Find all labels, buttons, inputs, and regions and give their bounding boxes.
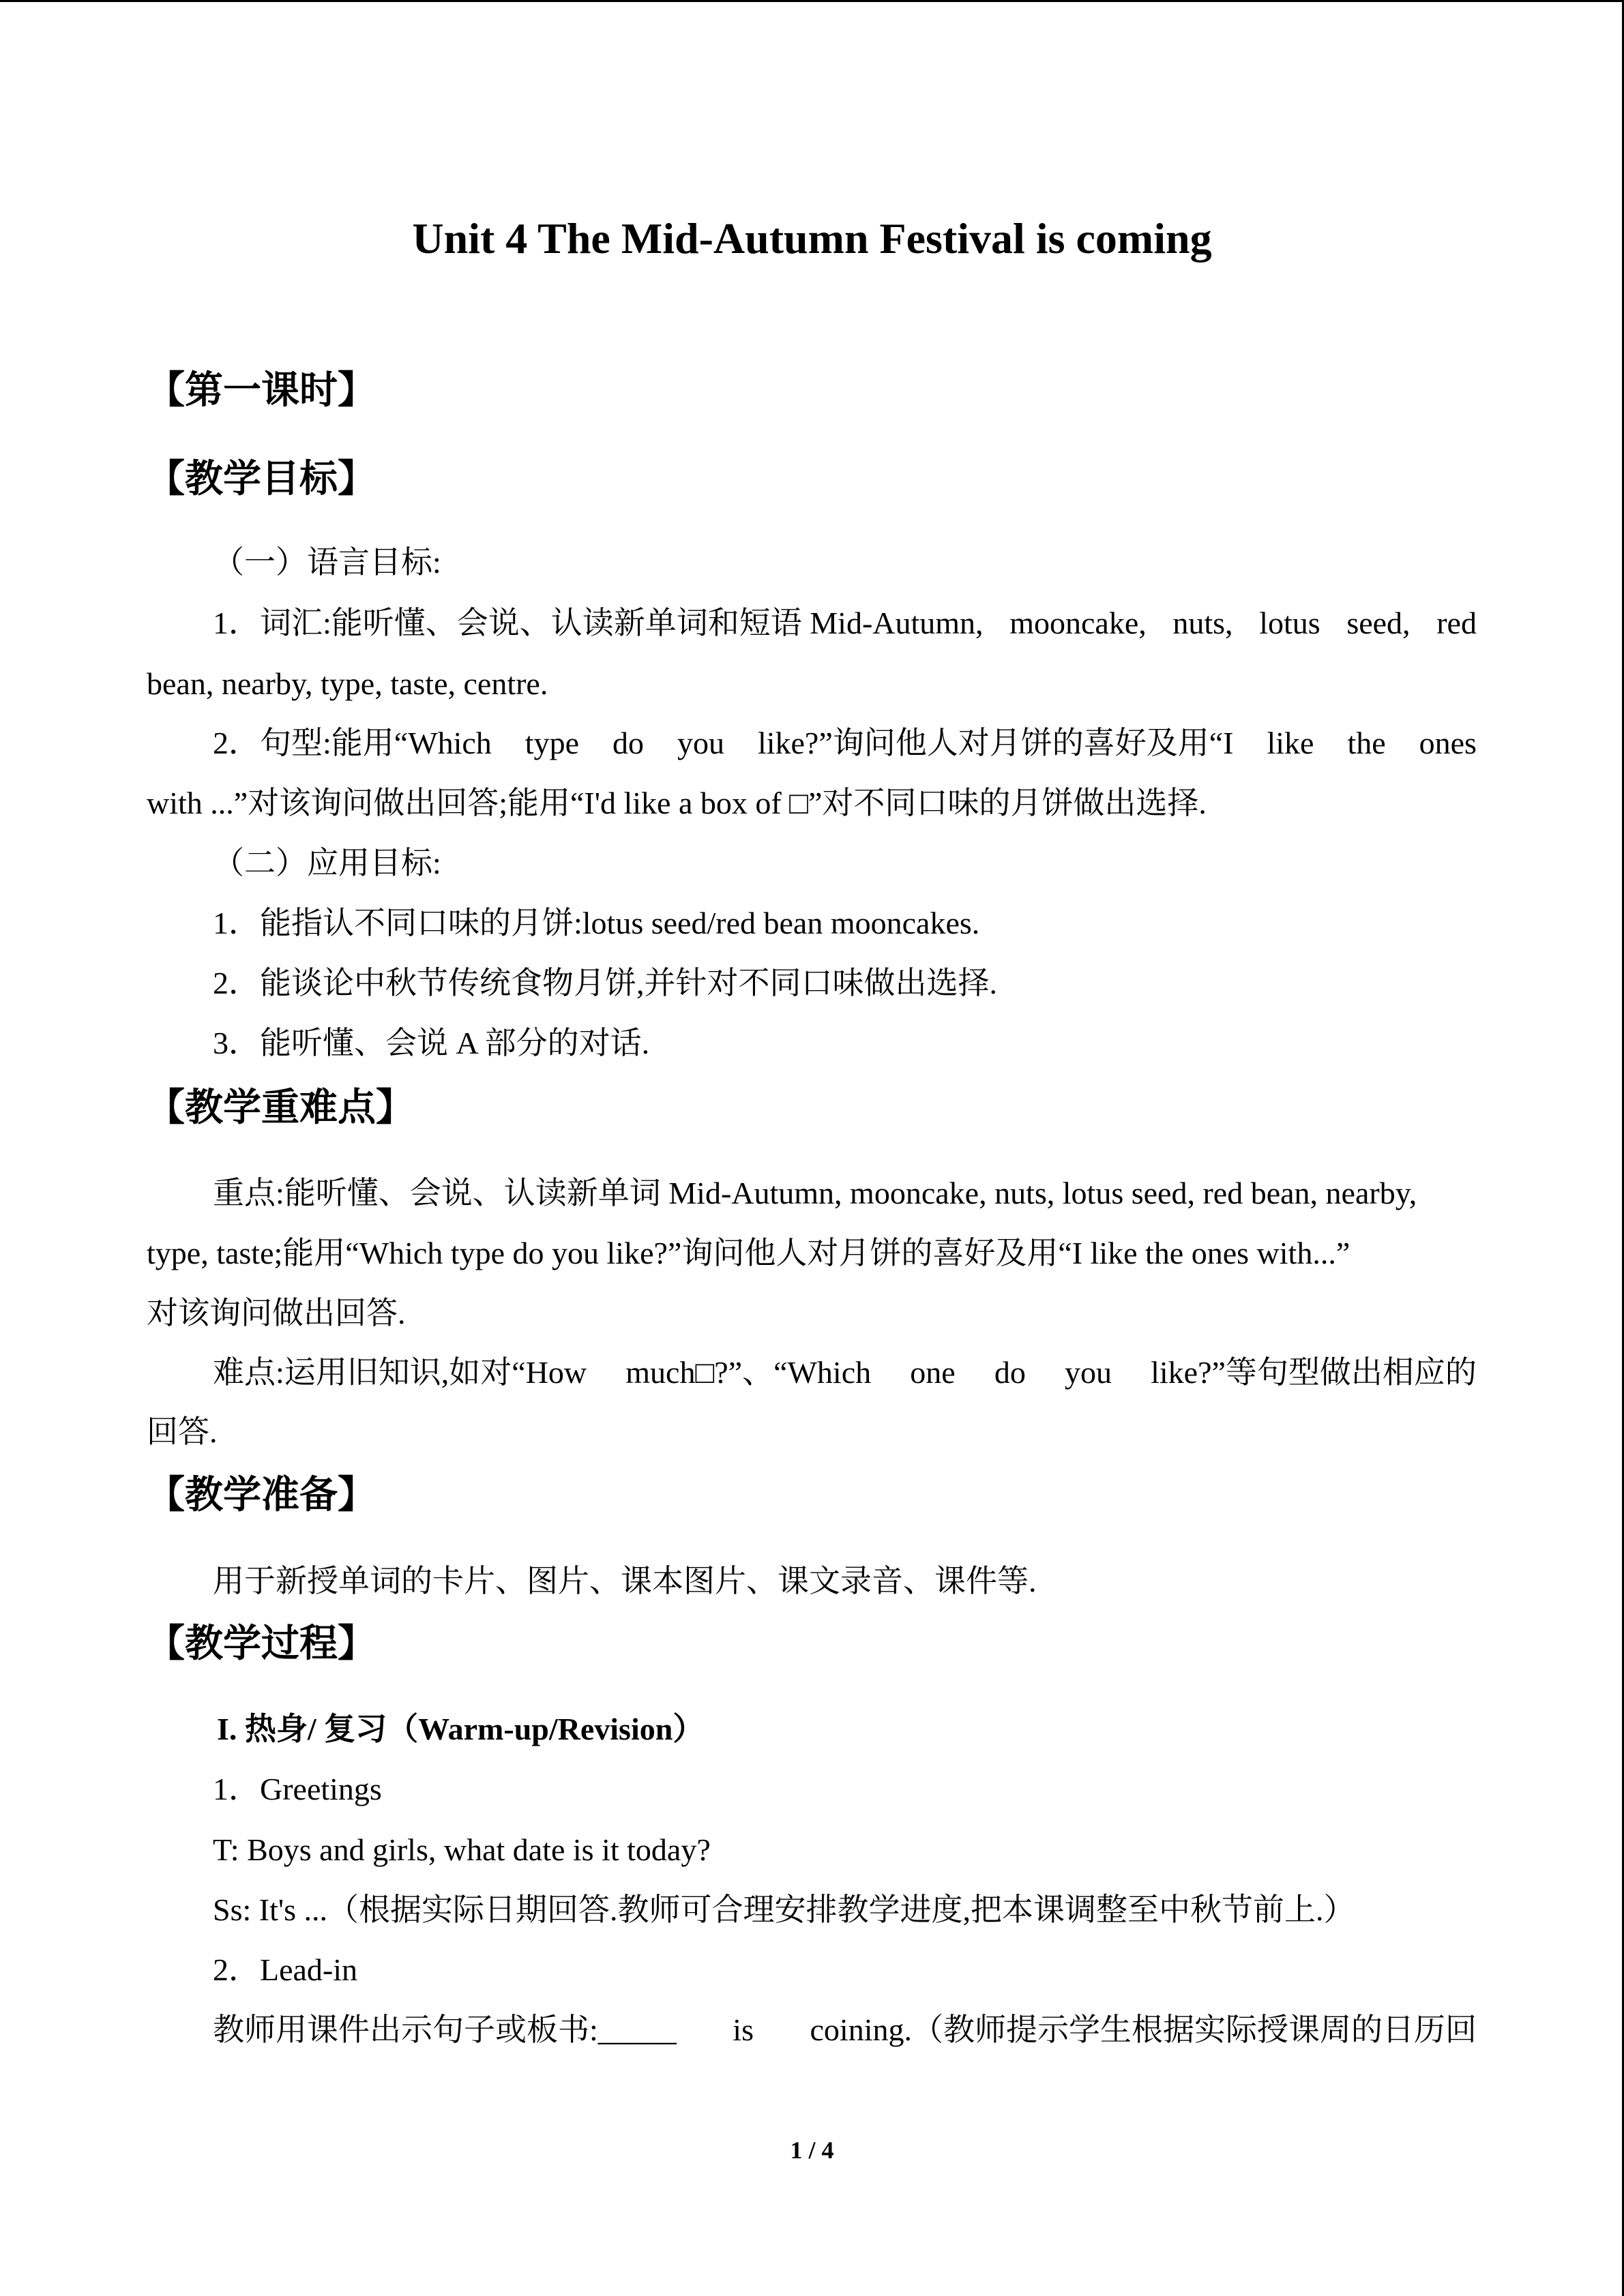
greetings-label: 1．Greetings <box>213 1772 382 1806</box>
step-title: I. 热身/ 复习（Warm-up/Revision） <box>217 1712 705 1746</box>
focus-line-1: 重点:能听懂、会说、认读新单词 Mid-Autumn, mooncake, nuts, lotus seed, red bean, nearby, <box>213 1176 1417 1210</box>
application-item: 1．能指认不同口味的月饼:lotus seed/red bean mooncakes. <box>213 906 980 940</box>
heading-objectives: 【教学目标】 <box>147 457 376 501</box>
leadin-word: coining.（教师提示学生根据实际授课周的日历回 <box>810 2012 1477 2047</box>
difficulty-word: much□?”、“Which <box>625 1355 872 1390</box>
pattern-line-1 <box>213 723 1477 764</box>
leadin-word: is <box>733 2012 754 2047</box>
focus-line-2: type, taste;能用“Which type do you like?”询问他人对月饼的喜好及用“I like the ones with...” <box>147 1236 1350 1270</box>
language-goal-label: （一）语言目标: <box>213 545 441 580</box>
pattern-word: like <box>1267 726 1314 760</box>
pattern-line-2: with ...”对该询问做出回答;能用“I'd like a box of □”对不同口味的月饼做出选择. <box>147 786 1207 820</box>
vocab-word: nuts, <box>1172 606 1233 640</box>
application-item: 2．能谈论中秋节传统食物月饼,并针对不同口味做出选择. <box>213 966 997 1000</box>
leadin-line <box>213 2010 1477 2051</box>
pattern-word: 2．句型:能用“Which <box>213 726 492 760</box>
pattern-word: do <box>612 726 644 760</box>
lesson-label: 【第一课时】 <box>147 368 376 413</box>
pattern-word: type <box>525 726 579 760</box>
heading-process: 【教学过程】 <box>147 1622 376 1666</box>
difficulty-word: like?”等句型做出相应的 <box>1151 1355 1477 1390</box>
pattern-word: like?”询问他人对月饼的喜好及用“I <box>757 726 1234 760</box>
vocab-word: lotus <box>1259 606 1320 640</box>
leadin-label: 2．Lead-in <box>213 1952 358 1987</box>
difficulty-line-1 <box>213 1352 1477 1393</box>
teacher-line: T: Boys and girls, what date is it today? <box>213 1832 711 1867</box>
pattern-word: the <box>1347 726 1386 760</box>
difficulty-word: you <box>1064 1355 1112 1390</box>
pattern-word: you <box>677 726 724 760</box>
page-number: 1 / 4 <box>790 2136 834 2164</box>
student-line: Ss: It's ...（根据实际日期回答.教师可合理安排教学进度,把本课调整至中秋节前上.） <box>213 1892 1355 1927</box>
difficulty-word: one <box>910 1355 956 1390</box>
difficulty-word: 难点:运用旧知识,如对“How <box>213 1355 587 1390</box>
pattern-word: ones <box>1419 726 1477 760</box>
vocab-line-2: bean, nearby, type, taste, centre. <box>147 666 548 701</box>
vocab-word: seed, <box>1346 606 1411 640</box>
heading-preparation: 【教学准备】 <box>147 1473 376 1517</box>
preparation-text: 用于新授单词的卡片、图片、课本图片、课文录音、课件等. <box>213 1564 1037 1598</box>
vocab-word: mooncake, <box>1009 606 1147 640</box>
page-title: Unit 4 The Mid-Autumn Festival is coming <box>412 214 1212 263</box>
vocab-word: 1．词汇:能听懂、会说、认读新单词和短语 Mid-Autumn, <box>213 606 984 640</box>
leadin-word: 教师用课件出示句子或板书:_____ <box>213 2012 677 2047</box>
heading-key-points: 【教学重难点】 <box>147 1086 414 1130</box>
difficulty-word: do <box>994 1355 1026 1390</box>
application-item: 3．能听懂、会说 A 部分的对话. <box>213 1026 650 1060</box>
focus-line-3: 对该询问做出回答. <box>147 1296 406 1330</box>
vocab-word: red <box>1436 606 1477 640</box>
difficulty-line-2: 回答. <box>147 1414 218 1449</box>
application-goal-label: （二）应用目标: <box>213 846 441 880</box>
vocab-line-1 <box>213 603 1477 644</box>
